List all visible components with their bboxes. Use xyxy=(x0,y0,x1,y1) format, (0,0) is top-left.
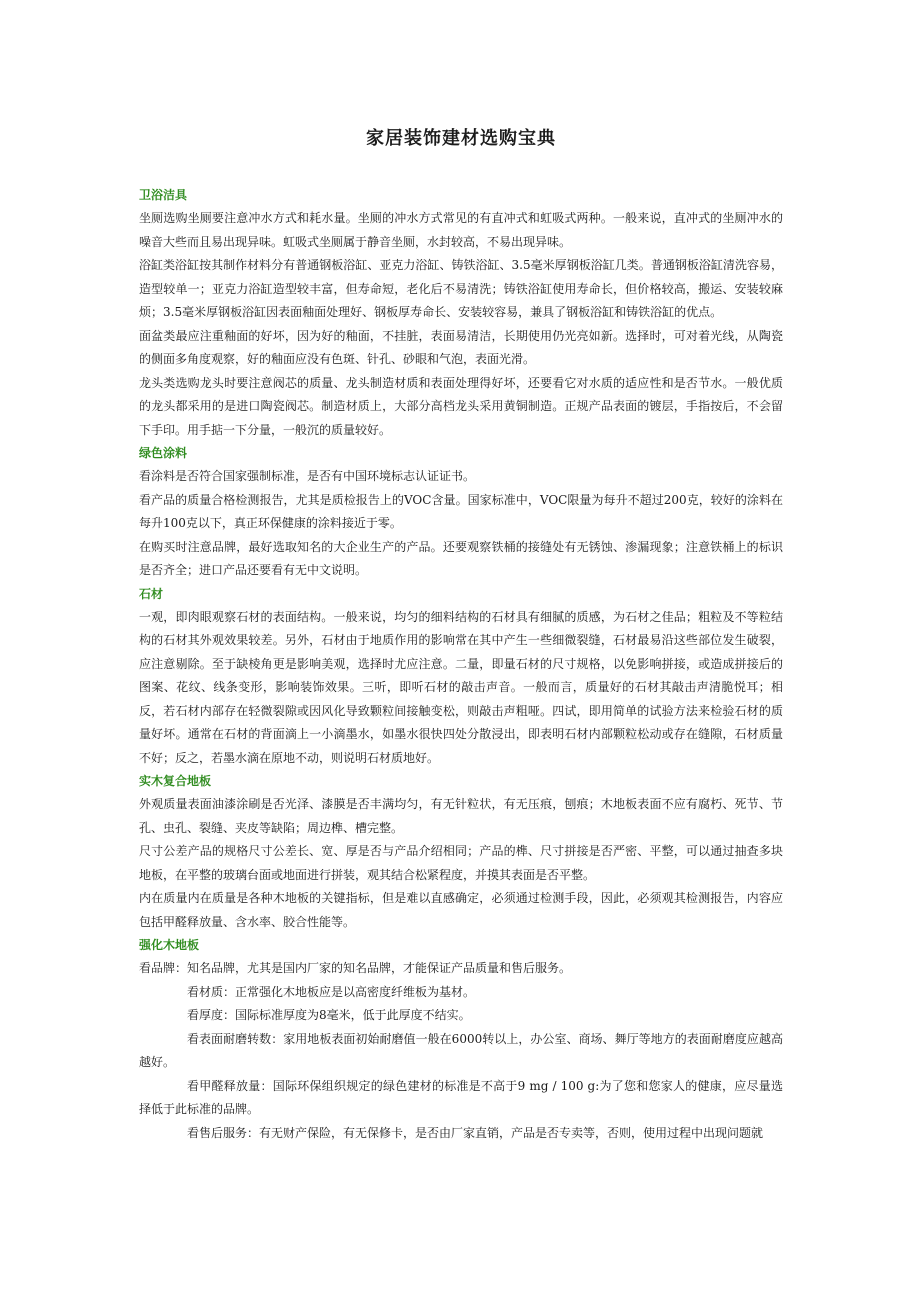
paragraph: 看涂料是否符合国家强制标准，是否有中国环境标志认证证书。 xyxy=(139,469,476,483)
paragraph: 看厚度：国际标准厚度为8毫米，低于此厚度不结实。 xyxy=(187,1008,471,1022)
section-heading: 强化木地板 xyxy=(139,938,200,952)
section-heading: 石材 xyxy=(139,586,164,601)
paragraph: 龙头类选购龙头时要注意阀芯的质量、龙头制造材质和表面处理得好坏，还要看它对水质的适应性和是否节水。一般优质的龙头都采用的是进口陶瓷阀芯。制造材质上，大部分高档龙头采用黄铜制造。正规产品表面的镀层，手指按后，不会留下手印。用手掂一下分量，一般沉的质量较好。 xyxy=(139,375,783,437)
document-body xyxy=(139,184,783,1145)
section-heading: 实木复合地板 xyxy=(139,774,212,788)
paragraph: 尺寸公差产品的规格尺寸公差长、宽、厚是否与产品介绍相同；产品的榫、尺寸拼接是否严密、平整，可以通过抽查多块地板，在平整的玻璃台面或地面进行拼装，观其结合松紧程度，并摸其表面是否平整。 xyxy=(139,844,783,882)
paragraph: 一观，即肉眼观察石材的表面结构。一般来说，均匀的细料结构的石材具有细腻的质感，为石材之佳品；粗粒及不等粒结构的石材其外观效果较差。另外，石材由于地质作用的影响常在其中产生一些细微裂缝，石材最易沿这些部位发生破裂，应注意剔除。至于缺棱角更是影响美观，选择时尤应注意。二量，即量石材的尺寸规格，以免影响拼接，或造成拼接后的图案、花纹、线条变形，影响装饰效果。三听，即听石材的敲击声音。一般而言，质量好的石材其敲击声清脆悦耳；相反，若石材内部存在轻微裂隙或因风化导致颗粒间接触变松，则敲击声粗哑。四试，即用简单的试验方法来检验石材的质量好坏。通常在石材的背面滴上一小滴墨水，如墨水很快四处分散浸出，即表明石材内部颗粒松动或存在缝隙，石材质量不好；反之，若墨水滴在原地不动，则说明石材质地好。 xyxy=(139,609,783,765)
paragraph: 看表面耐磨转数：家用地板表面初始耐磨值一般在6000转以上，办公室、商场、舞厅等地方的表面耐磨度应越高越好。 xyxy=(139,1031,783,1069)
paragraph: 浴缸类浴缸按其制作材料分有普通钢板浴缸、亚克力浴缸、铸铁浴缸、3.5毫米厚钢板浴缸几类。普通钢板浴缸清洗容易，造型较单一；亚克力浴缸造型较丰富，但寿命短，老化后不易清洗；铸铁浴缸使用寿命长，但价格较高，搬运、安装较麻烦；3.5毫米厚钢板浴缸因表面釉面处理好、钢板厚寿命长、安装较容易，兼具了钢板浴缸和铸铁浴缸的优点。 xyxy=(139,258,783,319)
section-heading: 绿色涂料 xyxy=(139,446,188,460)
paragraph: 外观质量表面油漆涂刷是否光泽、漆膜是否丰满均匀，有无针粒状，有无压痕，刨痕；木地板表面不应有腐朽、死节、节孔、虫孔、裂缝、夹皮等缺陷；周边榫、槽完整。 xyxy=(139,797,783,835)
section-engineered-wood-floor xyxy=(139,770,783,934)
paragraph: 看售后服务：有无财产保险，有无保修卡，是否由厂家直销，产品是否专卖等，否则，使用过程中出现问题就 xyxy=(187,1125,764,1140)
paragraph: 看产品的质量合格检测报告，尤其是质检报告上的VOC含量。国家标准中，VOC限量为每升不超过200克，较好的涂料在每升100克以下，真正环保健康的涂料接近于零。 xyxy=(139,492,783,530)
document-title: 家居装饰建材选购宝典 xyxy=(366,128,556,149)
section-green-paint xyxy=(139,442,783,583)
paragraph: 内在质量内在质量是各种木地板的关键指标，但是难以直感确定，必须通过检测手段，因此，必须观其检测报告，内容应包括甲醛释放量、含水率、胶合性能等。 xyxy=(139,891,783,929)
paragraph: 看甲醛释放量：国际环保组织规定的绿色建材的标准是不高于9 mg / 100 g:为了您和您家人的健康，应尽量选择低于此标准的品牌。 xyxy=(139,1078,783,1116)
paragraph: 坐厕选购坐厕要注意冲水方式和耗水量。坐厕的冲水方式常见的有直冲式和虹吸式两种。一般来说，直冲式的坐厕冲水的噪音大些而且易出现异味。虹吸式坐厕属于静音坐厕，水封较高，不易出现异味。 xyxy=(139,211,783,249)
paragraph: 在购买时注意品牌，最好选取知名的大企业生产的产品。还要观察铁桶的接缝处有无锈蚀、渗漏现象；注意铁桶上的标识是否齐全；进口产品还要看有无中文说明。 xyxy=(139,539,783,577)
section-heading: 卫浴洁具 xyxy=(139,188,188,202)
section-stone xyxy=(139,583,783,771)
paragraph: 看品牌：知名品牌，尤其是国内厂家的知名品牌，才能保证产品质量和售后服务。 xyxy=(139,961,572,975)
section-laminate-floor xyxy=(139,934,783,1145)
section-bathroom xyxy=(139,184,783,442)
paragraph: 看材质：正常强化木地板应是以高密度纤维板为基材。 xyxy=(187,984,476,999)
paragraph: 面盆类最应注重釉面的好坏，因为好的釉面，不挂脏，表面易清洁，长期使用仍光亮如新。选择时，可对着光线，从陶瓷的侧面多角度观察，好的釉面应没有色斑、针孔、砂眼和气泡，表面光滑。 xyxy=(139,328,783,366)
